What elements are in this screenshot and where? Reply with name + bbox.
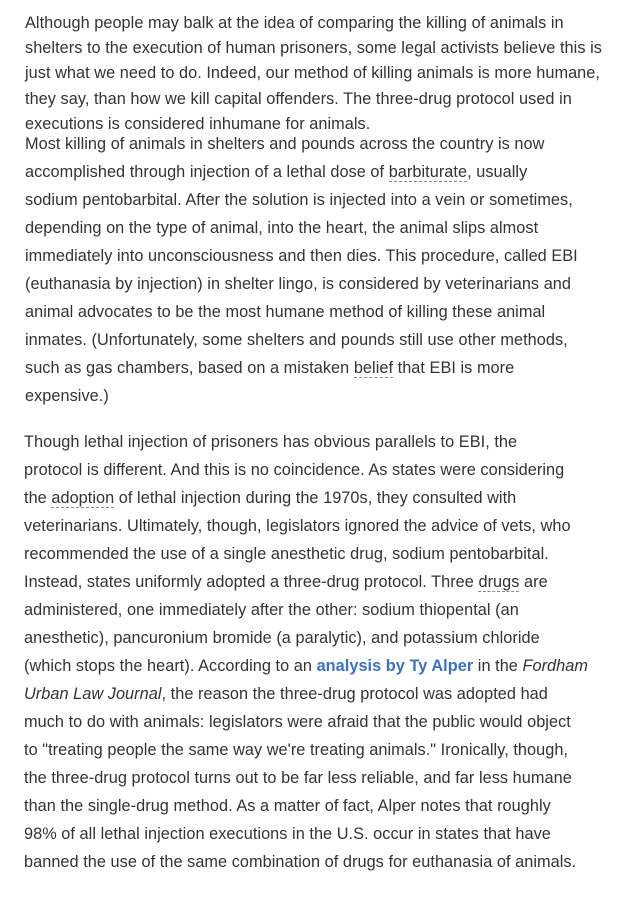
journal-title-part: Fordham [522, 657, 588, 675]
text-line: veterinarians. Ultimately, though, legislators ignored the advice of vets, who [24, 517, 571, 535]
text-line: immediately into unconsciousness and then dies. This procedure, called EBI [25, 247, 578, 265]
text-line: to "treating people the same way we're treating animals." Ironically, though, [24, 741, 569, 759]
glossary-term-adoption[interactable]: adoption [51, 489, 115, 507]
text-line: executions is considered inhumane for animals. [25, 114, 371, 133]
paragraph-protocol [24, 428, 588, 876]
text-line [24, 652, 588, 680]
text-line: banned the use of the same combination of drugs for euthanasia of animals. [24, 853, 577, 871]
text-segment: that EBI is more [393, 359, 515, 377]
text-line: Although people may balk at the idea of comparing the killing of animals in [25, 14, 564, 32]
text-line: depending on the type of animal, into the heart, the animal slips almost [25, 219, 539, 237]
text-line: than the single-drug method. As a matter of fact, Alper notes that roughly [24, 797, 551, 815]
text-segment: are [519, 573, 548, 591]
text-line: sodium pentobarbital. After the solution is injected into a vein or sometimes, [25, 191, 573, 209]
journal-title-part: Urban Law Journal [24, 685, 162, 703]
text-line: (euthanasia by injection) in shelter lingo, is considered by veterinarians and [25, 275, 572, 293]
text-segment: the [24, 489, 52, 507]
text-line [24, 680, 588, 708]
paragraph-intro [25, 11, 602, 137]
text-line: protocol is different. And this is no coincidence. As states were considering [24, 461, 565, 479]
text-line: they say, than how we kill capital offenders. The three-drug protocol used in [25, 89, 572, 108]
glossary-term-drugs[interactable]: drugs [478, 573, 520, 591]
text-line: just what we need to do. Indeed, our method of killing animals is more humane, [25, 64, 600, 83]
text-segment: , usually [467, 163, 528, 181]
text-line: shelters to the execution of human prisoners, some legal activists believe this is [25, 39, 602, 58]
text-segment: of lethal injection during the 1970s, they consulted with [114, 489, 517, 507]
text-line [25, 354, 578, 382]
text-segment: accomplished through injection of a lethal dose of [25, 163, 389, 181]
text-line: 98% of all lethal injection executions in the U.S. occur in states that have [24, 825, 551, 843]
text-segment: (which stops the heart). According to an [24, 657, 317, 675]
glossary-term-barbiturate[interactable]: barbiturate [388, 163, 468, 181]
text-line: anesthetic), pancuronium bromide (a paralytic), and potassium chloride [24, 629, 540, 647]
paragraph-ebi [25, 130, 578, 410]
text-line [24, 568, 588, 596]
text-line: recommended the use of a single anesthetic drug, sodium pentobarbital. [24, 545, 549, 563]
text-line [25, 158, 578, 186]
text-line: Though lethal injection of prisoners has obvious parallels to EBI, the [24, 433, 518, 451]
text-line [24, 484, 588, 512]
text-line: much to do with animals: legislators were afraid that the public would object [24, 713, 571, 731]
text-line: animal advocates to be the most humane method of killing these animal [25, 303, 546, 321]
glossary-term-belief[interactable]: belief [353, 359, 394, 377]
text-segment: , the reason the three-drug protocol was adopted had [161, 685, 548, 703]
text-line: administered, one immediately after the other: sodium thiopental (an [24, 601, 519, 619]
text-segment: in the [473, 657, 523, 675]
analysis-link[interactable]: analysis by Ty Alper [316, 657, 474, 675]
text-line: the three-drug protocol turns out to be far less reliable, and far less humane [24, 769, 572, 787]
text-line: inmates. (Unfortunately, some shelters and pounds still use other methods, [25, 331, 568, 349]
text-segment: such as gas chambers, based on a mistaken [25, 359, 354, 377]
text-segment: Instead, states uniformly adopted a three-drug protocol. Three [24, 573, 479, 591]
text-line: expensive.) [25, 387, 109, 405]
text-line: Most killing of animals in shelters and pounds across the country is now [25, 135, 545, 153]
